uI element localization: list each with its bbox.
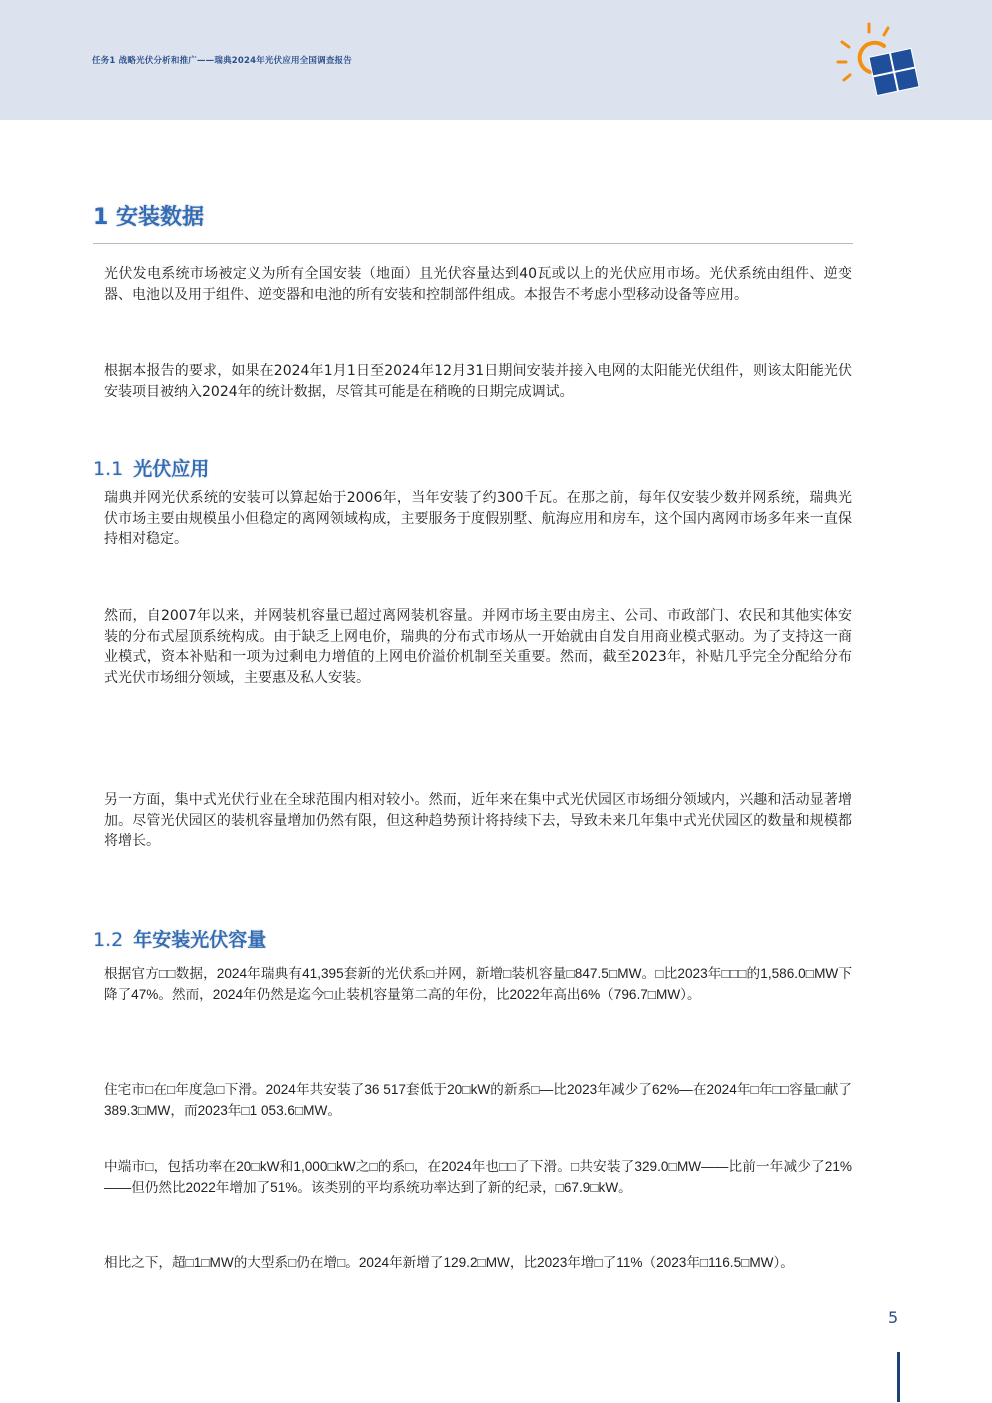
section-number: 1.2 xyxy=(93,929,124,951)
section-1-2-paragraph-2: 住宅市□在□年度急□下滑。2024年共安装了36 517套低于20□kW的新系□—比2023年减少了62%—在2024年□年□□容量□献了389.3□MW，而2023年□1 053.6□MW。 xyxy=(104,1082,852,1118)
running-header: 任务1 战略光伏分析和推广——瑞典2024年光伏应用全国调查报告 xyxy=(92,56,352,66)
section-1-paragraph-1: 光伏发电系统市场被定义为所有全国安装（地面）且光伏容量达到40瓦或以上的光伏应用市场。光伏系统由组件、逆变器、电池以及用于组件、逆变器和电池的所有安装和控制部件组成。本报告不考虑小型移动设备等应用。 xyxy=(104,266,852,303)
section-1-2-paragraph-3: 中端市□，包括功率在20□kW和1,000□kW之□的系□，在2024年也□□了下滑。□共安装了329.0□MW——比前一年减少了21%——但仍然比2022年增加了51%。该类别的平均系统功率达到了新的纪录，□67.9□kW。 xyxy=(104,1159,852,1195)
section-1-1-paragraph-2: 然而，自2007年以来，并网装机容量已超过离网装机容量。并网市场主要由房主、公司、市政部门、农民和其他实体安装的分布式屋顶系统构成。由于缺乏上网电价，瑞典的分布式市场从一开始就由自发自用商业模式驱动。为了支持这一商业模式，资本补贴和一项为过剩电力增值的上网电价溢价机制至关重要。然而，截至2023年，补贴几乎完全分配给分布式光伏市场细分领域，主要惠及私人安装。 xyxy=(104,608,852,686)
section-1-1-paragraph-3: 另一方面，集中式光伏行业在全球范围内相对较小。然而，近年来在集中式光伏园区市场细分领域内，兴趣和活动显著增加。尽管光伏园区的装机容量增加仍然有限，但这种趋势预计将持续下去，导致未来几年集中式光伏园区的数量和规模都将增长。 xyxy=(104,792,852,849)
heading-divider xyxy=(93,243,853,244)
section-title: 光伏应用 xyxy=(133,458,210,480)
section-title: 年安装光伏容量 xyxy=(133,929,267,951)
section-1-2-heading xyxy=(93,925,266,952)
section-1-2-paragraph-4: 相比之下，超□1□MW的大型系□仍在增□。2024年新增了129.2□MW，比2023年增□了11%（2023年□116.5□MW）。 xyxy=(104,1255,794,1270)
section-1-1-heading xyxy=(93,454,209,481)
page-number: 5 xyxy=(888,1308,899,1327)
section-number: 1.1 xyxy=(93,458,124,480)
section-1-heading: 1 安装数据 xyxy=(93,205,204,230)
solar-panel-sun-logo xyxy=(832,22,922,102)
section-1-2-paragraph-1: 根据官方□□数据，2024年瑞典有41,395套新的光伏系□并网，新增□装机容量□847.5□MW。□比2023年□□□的1,586.0□MW下降了47%。然而，2024年仍然是迄今□止装机容量第二高的年份，比2022年高出6%（796.7□MW）。 xyxy=(104,966,852,1002)
footer-accent-bar xyxy=(897,1352,900,1402)
section-1-paragraph-2: 根据本报告的要求，如果在2024年1月1日至2024年12月31日期间安装并接入电网的太阳能光伏组件，则该太阳能光伏安装项目被纳入2024年的统计数据，尽管其可能是在稍晚的日期完成调试。 xyxy=(104,363,852,400)
section-1-1-paragraph-1: 瑞典并网光伏系统的安装可以算起始于2006年，当年安装了约300千瓦。在那之前，每年仅安装少数并网系统，瑞典光伏市场主要由规模虽小但稳定的离网领域构成，主要服务于度假别墅、航海应用和房车，这个国内离网市场多年来一直保持相对稳定。 xyxy=(104,490,852,547)
